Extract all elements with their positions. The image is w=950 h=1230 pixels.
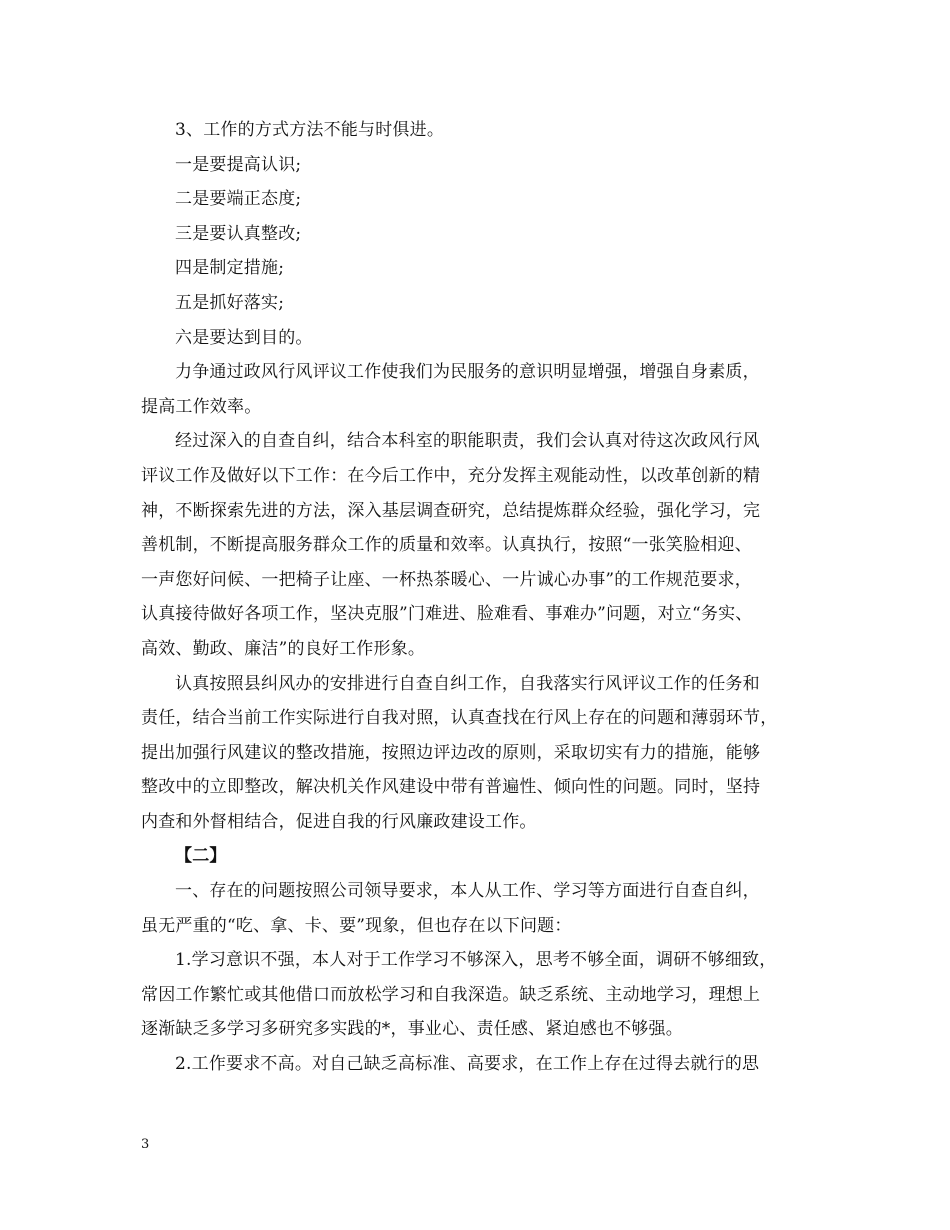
- text-line: 认真接待做好各项工作，坚决克服”门难进、脸难看、事难办”问题，对立“务实、: [141, 604, 753, 625]
- page-number: 3: [141, 1137, 150, 1152]
- text-line: 五是抓好落实;: [175, 292, 285, 313]
- text-line: 内查和外督相结合，促进自我的行风廉政建设工作。: [141, 811, 537, 832]
- text-line: 四是制定措施;: [175, 258, 285, 279]
- text-line: 整改中的立即整改，解决机关作风建设中带有普遍性、倾向性的问题。同时，坚持: [141, 777, 761, 798]
- text-line: 一声您好问候、一把椅子让座、一杯热茶暖心、一片诚心办事”的工作规范要求，: [141, 569, 752, 590]
- text-line: 一、存在的问题按照公司领导要求，本人从工作、学习等方面进行自查自纠，: [175, 881, 760, 902]
- text-line: 六是要达到目的。: [175, 327, 313, 348]
- text-line: 二是要端正态度;: [175, 189, 302, 210]
- text-line: 3、工作的方式方法不能与时俱进。: [175, 120, 445, 140]
- text-line: 逐渐缺乏多学习多研究多实践的*，事业心、责任感、紧迫感也不够强。: [141, 1019, 683, 1040]
- text-line: 神，不断探索先进的方法，深入基层调查研究，总结提炼群众经验，强化学习，完: [141, 500, 761, 521]
- text-line: 高效、勤政、廉洁”的良好工作形象。: [141, 638, 426, 659]
- section-heading: 【二】: [175, 846, 227, 867]
- text-line: 一是要提高认识;: [175, 154, 302, 175]
- document-body: [141, 113, 816, 1082]
- text-line: 经过深入的自查自纠，结合本科室的职能职责，我们会认真对待这次政风行风: [175, 431, 760, 452]
- text-line: 三是要认真整改;: [175, 223, 302, 244]
- text-line: 1.学习意识不强，本人对于工作学习不够深入，思考不够全面，调研不够细致，: [175, 950, 777, 971]
- text-line: 善机制，不断提高服务群众工作的质量和效率。认真执行，按照“一张笑脸相迎、: [141, 535, 752, 556]
- text-line: 力争通过政风行风评议工作使我们为民服务的意识明显增强，增强自身素质，: [175, 362, 760, 383]
- text-line: 常因工作繁忙或其他借口而放松学习和自我深造。缺乏系统、主动地学习，理想上: [141, 984, 761, 1005]
- text-line: 2.工作要求不高。对自己缺乏高标准、高要求，在工作上存在过得去就行的思: [175, 1054, 760, 1075]
- text-line: 提高工作效率。: [141, 396, 262, 417]
- text-line: 评议工作及做好以下工作：在今后工作中，充分发挥主观能动性，以改革创新的精: [141, 465, 761, 486]
- text-line: 责任，结合当前工作实际进行自我对照，认真查找在行风上存在的问题和薄弱环节，: [141, 708, 778, 729]
- text-line: 认真按照县纠风办的安排进行自查自纠工作，自我落实行风评议工作的任务和: [175, 673, 760, 694]
- text-line: 虽无严重的“吃、拿、卡、要”现象，但也存在以下问题：: [141, 915, 572, 936]
- text-line: 提出加强行风建议的整改措施，按照边评边改的原则，采取切实有力的措施，能够: [141, 742, 761, 763]
